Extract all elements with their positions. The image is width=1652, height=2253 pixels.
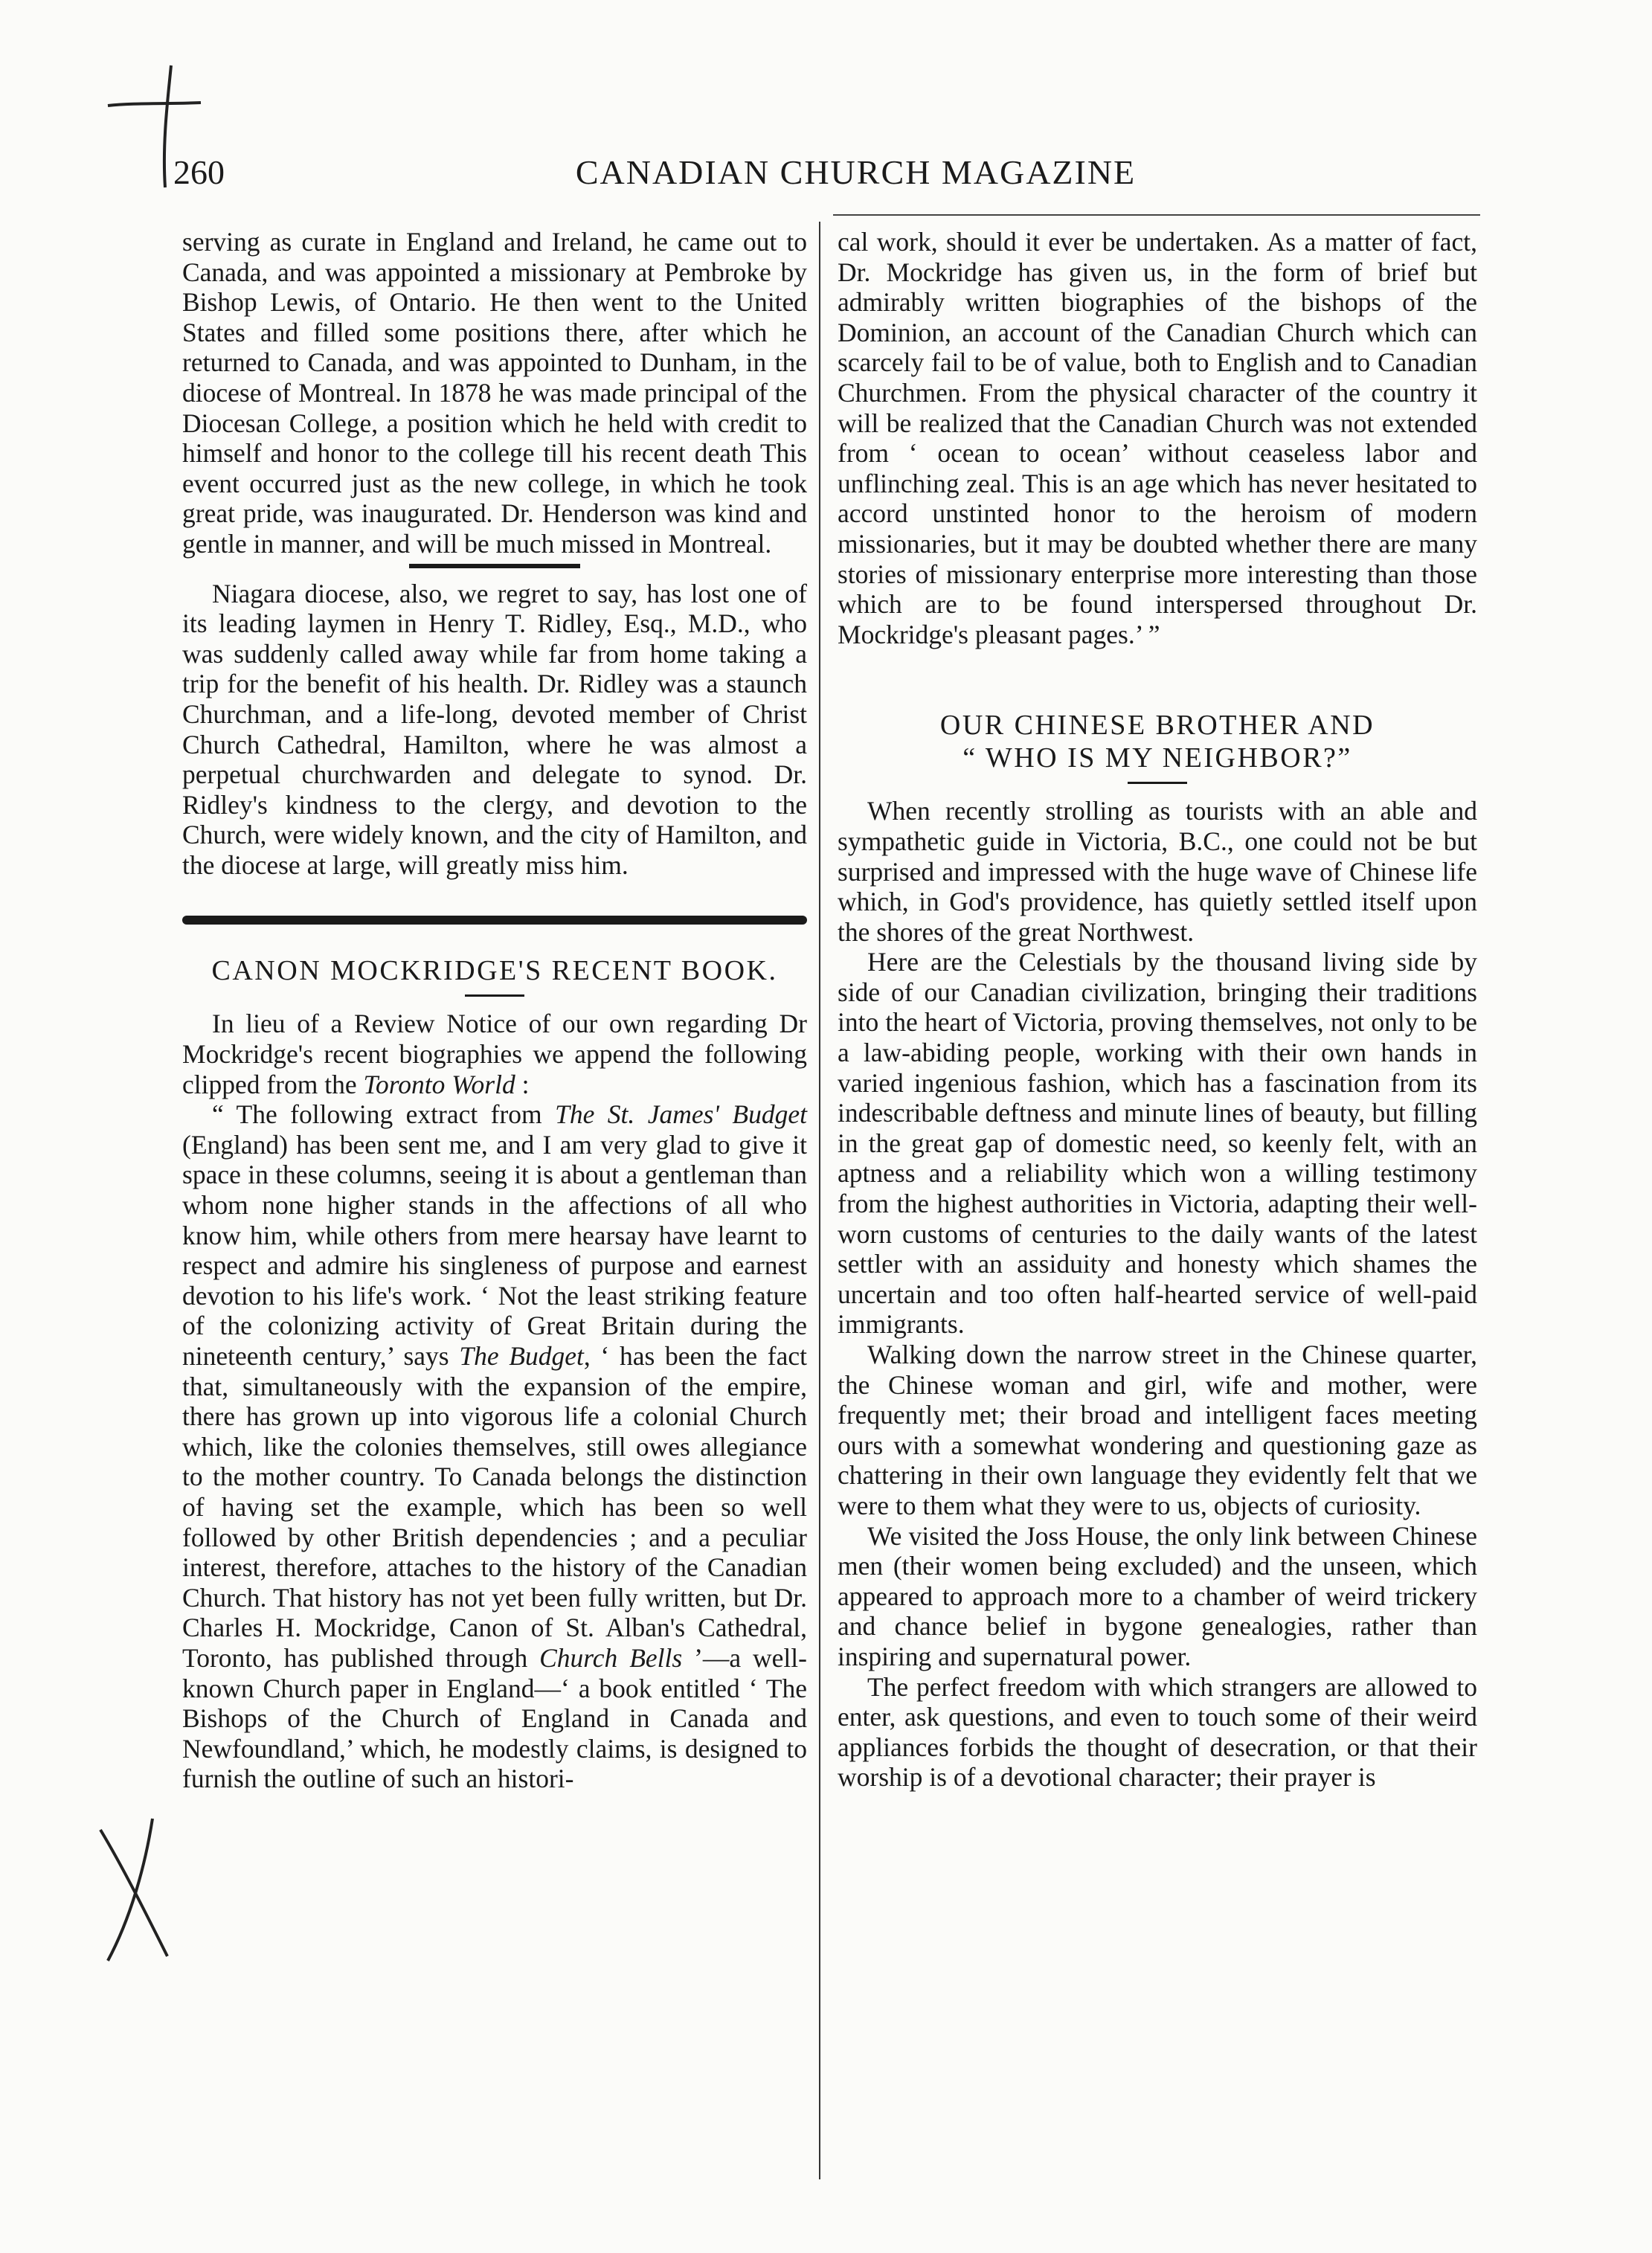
- page-number: 260: [173, 153, 225, 191]
- article-paragraph: When recently strolling as tourists with an able and sympathetic guide in Victoria, B.C., one could not be but surprised and impressed with the huge wave of Chinese life which, in God's providence, has quietly settled itself upon the shores of the great Northwest.: [838, 796, 1477, 947]
- right-column: [838, 227, 1477, 1793]
- article-paragraph: serving as curate in England and Ireland, he came out to Canada, and was appointed a missionary at Pembroke by Bishop Lewis, of Ontario. He then went to the United States and filled some positions there, after which he returned to Canada, and was appointed to Dunham, in the diocese of Montreal. In 1878 he was made principal of the Diocesan College, a position which he held with credit to himself and honor to the college till his recent death This event occurred just as the new college, in which he took great pride, was inaugurated. Dr. Henderson was kind and gentle in manner, and will be much missed in Montreal.: [182, 227, 807, 559]
- page-header: [173, 152, 1538, 194]
- column-divider: [819, 222, 820, 2179]
- article-paragraph: The perfect freedom with which strangers are allowed to enter, ask questions, and even to touch some of their weird appliances forbids the thought of desecration, or that their worship is of a devotional character; their prayer is: [838, 1671, 1477, 1793]
- title-divider: [465, 994, 524, 997]
- running-title: CANADIAN CHURCH MAGAZINE: [575, 153, 1137, 191]
- title-divider: [1128, 782, 1187, 784]
- article-paragraph: In lieu of a Review Notice of our own regarding Dr Mockridge's recent biographies we append the following clipped from the Toronto World :: [182, 1009, 807, 1099]
- handwritten-x-mark: [93, 1815, 175, 1964]
- left-column: [182, 227, 807, 1794]
- section-rule: [182, 916, 807, 925]
- article-paragraph: Niagara diocese, also, we regret to say, has lost one of its leading laymen in Henry T. Ridley, Esq., M.D., who was suddenly called away while far from home taking a trip for the benefit of his health. Dr. Ridley was a staunch Churchman, and a life-long, devoted member of Christ Church Cathedral, Hamilton, where he was almost a perpetual churchwarden and delegate to synod. Dr. Ridley's kindness to the clergy, and devotion to the Church, were widely known, and the city of Hamilton, and the diocese at large, will greatly miss him.: [182, 578, 807, 880]
- article-paragraph: Walking down the narrow street in the Chinese quarter, the Chinese woman and girl, wife and mother, were frequently met; their broad and intelligent faces meeting ours with a somewhat wondering and questioning gaze as chattering in their own language they evidently felt that we were to them what they were to us, objects of curiosity.: [838, 1340, 1477, 1520]
- article-paragraph: We visited the Joss House, the only link between Chinese men (their women being excluded) and the unseen, which appeared to approach more to a chamber of weird trickery and chance belief in bygone genealogies, rather than inspiring and supernatural power.: [838, 1520, 1477, 1671]
- section-title-line: “ WHO IS MY NEIGHBOR?”: [962, 742, 1352, 774]
- section-divider: [409, 564, 580, 568]
- article-paragraph: “ The following extract from The St. James' Budget (England) has been sent me, and I am very glad to give it space in these columns, seeing it is about a gentleman than whom none higher stands in the affections of all who know him, while others from mere hearsay have learnt to respect and admire his singleness of purpose and earnest devotion to his life's work. ‘ Not the least striking feature of the colonizing activity of Great Britain during the nineteenth century,’ says The Budget, ‘ has been the fact that, simultaneously with the expansion of the empire, there has grown up into vigorous life a colonial Church which, like the colonies themselves, still owes allegiance to the mother country. To Canada belongs the distinction of having set the example, which has been so well followed by other British dependencies ; and a peculiar interest, therefore, attaches to the history of the Canadian Church. That history has not yet been fully written, but Dr. Charles H. Mockridge, Canon of St. Alban's Cathedral, Toronto, has published through Church Bells ’—a well-known Church paper in England—‘ a book entitled ‘ The Bishops of the Church of England in Canada and Newfoundland,’ which, he modestly claims, is designed to furnish the outline of such an histori-: [182, 1099, 807, 1794]
- section-title: CANON MOCKRIDGE'S RECENT BOOK.: [211, 955, 778, 987]
- article-paragraph: cal work, should it ever be undertaken. As a matter of fact, Dr. Mockridge has given us, in the form of brief but admirably written biographies of the bishops of the Dominion, an account of the Canadian Church which can scarcely fail to be of value, both to English and to Canadian Churchmen. From the physical character of the country it will be realized that the Canadian Church was not extended from ‘ ocean to ocean’ without ceaseless labor and unflinching zeal. This is an age which has never hesitated to accord unstinted honor to the heroism of modern missionaries, but it may be doubted whether there are many stories of missionary enterprise more interesting than those which are to be found interspersed throughout Dr. Mockridge's pleasant pages.’ ”: [838, 227, 1477, 649]
- header-rule: [833, 214, 1480, 216]
- section-title-line: OUR CHINESE BROTHER AND: [939, 710, 1375, 742]
- article-paragraph: Here are the Celestials by the thousand living side by side of our Canadian civilization, bringing their traditions into the heart of Victoria, proving themselves, not only to be a law-abiding people, working with their own hands in varied ingenious fashion, which has a fascination from its indescribable deftness and minute lines of beauty, but filling in the great gap of domestic need, so keenly felt, with an aptness and a reliability which won a willing testimony from the highest authorities in Victoria, adapting their well-worn customs of centuries to the daily wants of the latest settler with an assiduity and honesty which shames the uncertain and too often half-hearted service of well-paid immigrants.: [838, 947, 1477, 1340]
